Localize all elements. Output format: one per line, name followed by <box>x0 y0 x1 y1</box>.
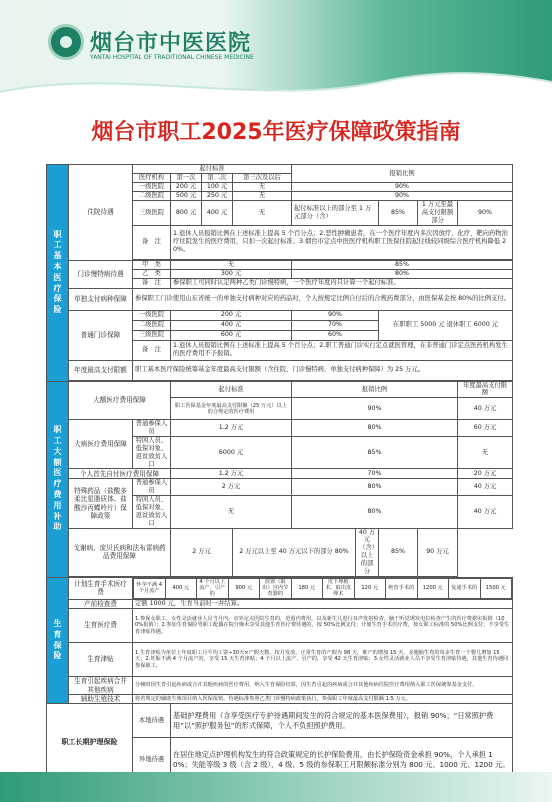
outpatient-label: 普通门诊保障 <box>69 310 133 360</box>
maternity-medical-label: 生育医疗费 <box>69 609 133 643</box>
header-third: 第三次及以后 <box>233 174 292 183</box>
remote-benefit-text: 在居住地定点护理机构发生的符合政策规定的长护保险费用，由长护保险资金承担 90%，个人承担 10%；失能等级 3 级（含 2 级），4 级、5 级的参保职工月限额标准分别为 800 元、1000 元、1200 元。 <box>171 738 513 782</box>
header-qifu: 起付标准 <box>171 381 292 398</box>
assisted-reproduction-label: 辅助生殖技术 <box>69 695 133 704</box>
table-cell: 1 万元至最高支付限额部分 <box>418 201 458 226</box>
serious-illness-label: 大病医疗费用保障 <box>69 420 133 469</box>
class-a: 甲 类 <box>133 260 171 269</box>
family-planning-cell: 复通手术的 <box>449 578 481 598</box>
table-cell: 300 元 <box>171 269 292 278</box>
table-cell: 200 元 <box>171 310 292 320</box>
table-cell: 500 元 <box>171 192 202 201</box>
table-cell: 一级医院 <box>133 310 171 320</box>
level3-hospital: 三级医院 <box>133 201 171 226</box>
special-drug-label: 特殊药品（盐酸多柔比星脂质体、盐酸沙丙蝶呤片）保障政策 <box>69 479 133 528</box>
table-cell: 90% <box>292 310 379 320</box>
rare-disease-label: 戈谢病、庞贝氏病和法布雷病药品费用保障 <box>69 528 171 576</box>
table-cell: 80% <box>292 420 458 437</box>
table-cell: 85% <box>292 437 458 469</box>
table-cell: 200 元 <box>171 183 202 192</box>
single-disease-label: 单独支付病种保障 <box>69 288 133 310</box>
large-medical-label: 大额医疗费用保障 <box>69 381 171 420</box>
table-cell: 无 <box>233 201 292 226</box>
maternity-medical-text: 1.参保女职工、女性灵活就业人员当月内，市外定点医院生育的，范围内费用，以及新生儿进行耳声发射检查、脑干听觉诱发电位检查产生的医疗费据实报销（100%报销）；2.参加生育保险男职工配偶在院分娩未享受其他生育医疗费待遇的，按 50%比例支付；计划生育手术医疗费，按女职工标准的 50%比例支付；不享受生育津贴待遇。 <box>133 609 513 643</box>
category-maternity: 生育保险 <box>47 577 69 703</box>
table-cell: 二级医院 <box>133 320 171 330</box>
prenatal-text: 定额 1000 元，生育当前时一并结算。 <box>133 599 513 608</box>
header-institution: 医疗机构 <box>133 174 171 183</box>
table-cell: 普通参保人员 <box>133 479 171 496</box>
table-cell: 600 元 <box>171 330 292 340</box>
annual-limit-text: 职工基本医疗保险统筹基金年度最高支付限额（含住院、门诊慢特病、单独支付病种保障）为 25 万元。 <box>133 360 513 380</box>
table-cell: 85% <box>379 528 418 576</box>
table-cell: 800 元 <box>171 201 202 226</box>
complication-label: 生育引起疾病合并其他疾病 <box>69 677 133 695</box>
note-label: 备 注 <box>133 340 171 360</box>
header-banner <box>0 0 552 100</box>
family-planning-cell: 绝育手术的 <box>386 578 418 598</box>
category-basic: 职工基本医疗保险 <box>47 165 69 382</box>
table-cell: 70% <box>292 469 458 479</box>
chronic-disease-label: 门诊慢特病待遇 <box>69 260 133 288</box>
class-b: 乙 类 <box>133 269 171 278</box>
table-cell: 1.2 万元 <box>171 469 292 479</box>
hospital-name: 烟台市中医医院 <box>90 30 252 56</box>
table-cell: 20 万元 <box>458 469 513 479</box>
table-cell: 普通参保人员 <box>133 420 171 437</box>
chronic-note: 参保职工可同时认定两种乙类门诊慢特病，一个医疗年度内只计算一个起付标准。 <box>171 278 513 288</box>
table-cell: 85% <box>292 260 513 269</box>
table-cell: 40 万元 <box>458 398 513 420</box>
table-cell: 80% <box>292 269 513 278</box>
header-wave-decoration <box>0 62 552 110</box>
table-cell: 100 元 <box>202 183 233 192</box>
table-cell: 400 元 <box>202 201 233 226</box>
table-cell: 90% <box>292 192 513 201</box>
assisted-reproduction-text: 将省规定的辅助生殖项目纳入医保报销。待遇标准参照乙类门诊慢特病政策执行，参保职工年度最高支付限额 1.5 万元。 <box>133 695 513 704</box>
table-cell: 40 万元（含）以上的部分 <box>356 528 379 576</box>
family-planning-cell: 4 个月以上流产、引产的 <box>197 578 229 598</box>
table-cell: 40 万元 <box>458 479 513 496</box>
header-ratio: 报销比例 <box>292 381 458 398</box>
header-qifu: 起付标准 <box>133 165 292 174</box>
table-cell: 90% <box>292 183 513 192</box>
table-cell: 无 <box>171 260 292 269</box>
inpatient-note: 1.退休人员报销比例在上述标准上提高 5 个百分点；2.恶性肿瘤患者，在一个医疗年度内多次因放疗、化疗、靶向药物治疗住院发生的医疗费用，只扣一次起付标准；3.烟台市定点中医医疗机构职工医保住院起付线较同级综合医疗机构降低 20%。 <box>171 225 513 259</box>
family-planning-cell: 1200 元 <box>417 578 449 598</box>
family-planning-label: 计划生育手术医疗费 <box>69 577 133 599</box>
table-cell: 特困人员、低保对象、返贫致贫人口 <box>133 437 171 469</box>
table-cell: 三级医院 <box>133 330 171 340</box>
header-max: 年度最高支付限额 <box>458 381 513 398</box>
table-cell: 40 万元 <box>458 496 513 528</box>
outpatient-limit: 在职职工 5000 元 退休职工 6000 元 <box>379 310 513 340</box>
self-pay-label: 个人首先自付医疗费用保障 <box>69 469 171 479</box>
note-label: 备 注 <box>133 225 171 259</box>
policy-table <box>46 164 513 782</box>
table-cell: 400 元 <box>171 320 292 330</box>
table-cell: 90 万元 <box>418 528 458 576</box>
family-planning-cell: 放置（取出）宫内节育器的 <box>260 578 292 598</box>
annual-limit-label: 年度最高支付限额 <box>69 360 133 380</box>
table-cell: 无 <box>233 183 292 192</box>
maternity-allowance-text: 1.生育津贴为单位上年度职工月平均工资÷30天×产假天数，按月发放。正常生育的产假为 98 天，难产的增加 15 天，多胞胎生育的每多生育一个婴儿增加 15 天；2.妊娠不满 4 个月流产的，享受 15 天生育津贴；4 个月以上流产、引产的，享受 42 天生育津贴；3.女性灵活就业人员不享受生育津贴待遇，其他生育待遇同参保职工。 <box>133 643 513 677</box>
family-planning-cell: 400 元 <box>165 578 197 598</box>
table-cell: 80% <box>292 496 458 528</box>
family-planning-cell: 1500 元 <box>480 578 512 598</box>
inpatient-label: 住院待遇 <box>69 165 133 261</box>
table-cell: 6000 元 <box>171 437 292 469</box>
table-cell: 250 元 <box>202 192 233 201</box>
header-ratio: 报销比例 <box>292 165 513 183</box>
table-cell: 80% <box>292 479 458 496</box>
table-cell: 2 万元以上至 40 万元以下的部分 80% <box>233 528 356 576</box>
single-disease-text: 参保职工门诊使用山东省统一的单独支付病种对应的药品时，个人按规定比例自付后的合规药费部分，由医保基金按 80%的比例支付。 <box>133 288 513 310</box>
table-cell: 85% <box>379 201 418 226</box>
header-first: 第一次 <box>171 174 202 183</box>
outpatient-note: 1.退休人员报销比例在上述标准上提高 5 个百分点；2.职工普通门诊实行定点就医管理，在非普通门诊定点医药机构发生的医疗费用不予报销。 <box>171 340 513 360</box>
maternity-allowance-label: 生育津贴 <box>69 643 133 677</box>
table-cell: 60 万元 <box>458 420 513 437</box>
table-cell: 90% <box>458 201 513 226</box>
hospital-name-en: YANTAI HOSPITAL OF TRADITIONAL CHINESE MEDICINE <box>90 54 254 61</box>
remote-benefit-label: 异地待遇 <box>133 738 171 782</box>
table-cell: 职工医保基金年度最高支付限额（25 万元）以上的合规定的医疗费用 <box>171 398 292 420</box>
local-benefit-label: 本地待遇 <box>133 704 171 738</box>
table-cell: 1.2 万元 <box>171 420 292 437</box>
family-planning-cell: 怀孕不满 4 个月流产 <box>134 578 166 598</box>
note-label: 备 注 <box>133 278 171 288</box>
table-cell: 2 万元 <box>171 479 292 496</box>
page-title: 烟台市职工2025年医疗保障政策指南 <box>91 120 461 145</box>
table-cell: 无 <box>171 496 292 528</box>
table-cell: 无 <box>458 437 513 469</box>
footer-banner <box>0 772 552 802</box>
family-planning-table <box>133 578 512 599</box>
level2-hospital: 二级医院 <box>133 192 171 201</box>
prenatal-label: 产前检查费 <box>69 599 133 608</box>
family-planning-cell: 900 元 <box>228 578 260 598</box>
local-benefit-text: 基础护理费用（含享受医疗专护待遇期间发生的符合规定的基本医保费用），报销 90%；“日常照护费用”以“照护服务包”的形式保障，个人不负担照护费用。 <box>171 704 513 738</box>
hospital-logo-icon <box>48 24 84 60</box>
family-planning-cell: 120 元 <box>354 578 386 598</box>
table-cell: 70% <box>292 320 379 330</box>
header-second: 第二次 <box>202 174 233 183</box>
category-long-term-care: 职工长期护理保险 <box>47 704 133 782</box>
table-cell: 90% <box>292 398 458 420</box>
table-cell: 无 <box>233 192 292 201</box>
family-planning-row <box>134 578 512 598</box>
family-planning-cell: 皮下埋植术、取出皮埋术 <box>323 578 355 598</box>
table-cell: 60% <box>292 330 379 340</box>
complication-text: 分娩时因生育引起疾病或合并其他疾病的医疗费用，纳入生育保险结算，因生育引起的疾病或合并其他疾病住院医疗费用纳入职工医保统筹基金支付。 <box>133 677 513 695</box>
category-large-medical: 职工大额医疗费用补助 <box>47 381 69 577</box>
level1-hospital: 一级医院 <box>133 183 171 192</box>
table-cell: 起付标准以上的部分至 1 万元部分（含） <box>292 201 379 226</box>
family-planning-cell: 180 元 <box>291 578 323 598</box>
table-cell: 2 万元 <box>171 528 233 576</box>
table-cell: 特困人员、低保对象、返贫致贫人口 <box>133 496 171 528</box>
